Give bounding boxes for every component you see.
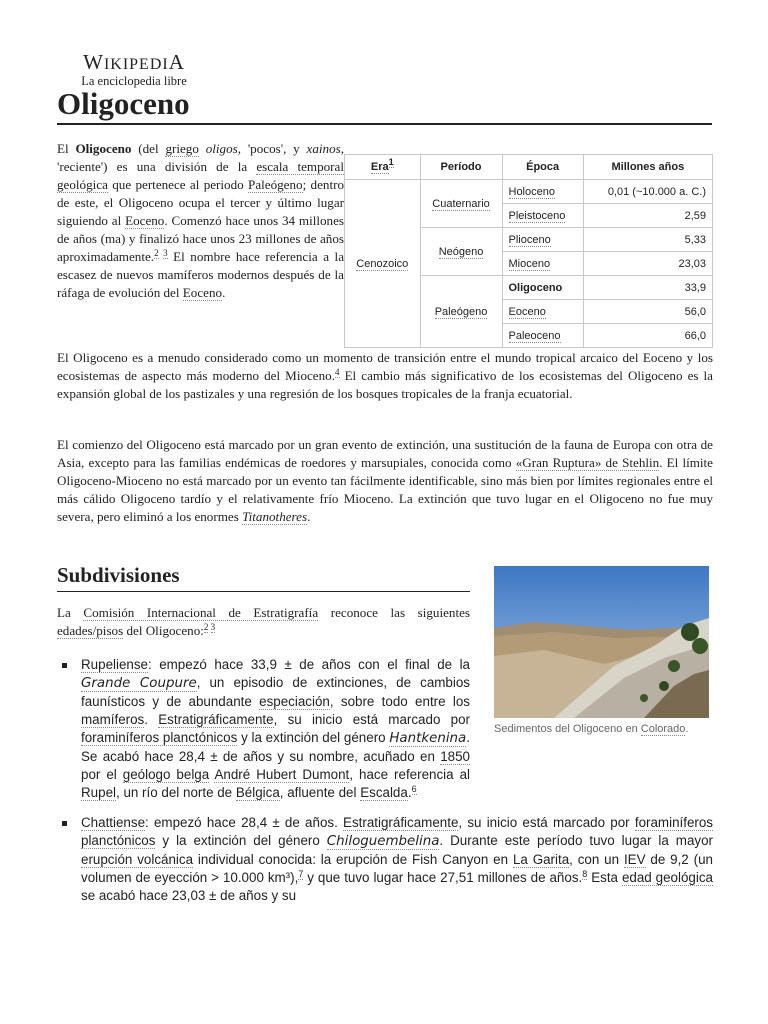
bold-term: Oligoceno [75,141,132,156]
header-era [345,155,421,180]
ma-cell: 0,01 (~10.000 a. C.) [583,180,712,204]
text: y la extinción del género [155,833,327,848]
wikipedia-logo[interactable] [74,50,194,89]
period-cell [420,180,502,228]
text: El nombre hace referencia a la escasez de nuevos mamíferos modernos después de la ráfaga de evolución del [57,249,345,300]
text: , 'reciente') es una división de la [57,141,344,174]
italic-term: oligos [205,141,238,156]
text: , 'pocos', y [237,141,307,156]
text: . Durante este período tuvo lugar la mayor [439,833,713,848]
ref-2[interactable]: 2 [203,621,209,632]
section-heading-subdivisiones: Subdivisiones [57,562,470,592]
text: El comienzo del Oligoceno está marcado por un gran evento de extinción, una sustitución de la fauna de Europa con otra de Asia, excepto para las familias endémicas de roedores y marsupiales, conocida como [57,437,713,470]
text [199,141,206,156]
epoch-link[interactable]: Pleistoceno [508,209,566,222]
link-escalda[interactable]: Escalda [360,785,408,800]
text: Esta [587,870,622,885]
header-epoca: Época [502,155,583,180]
text: : empezó hace 33,9 ± de años con el final de la [148,657,470,672]
ma-cell: 66,0 [583,324,712,348]
header-era-link[interactable]: Era [370,161,389,173]
link-estratigraficamente[interactable]: Estratigráficamente [158,712,274,727]
epoch-link[interactable]: Plioceno [508,233,551,246]
text: El [57,141,76,156]
ref-3[interactable]: 3 [210,621,216,632]
period-link[interactable]: Paleógeno [434,305,488,318]
epoch-link[interactable]: Paleoceno [508,329,561,342]
link-titanotheres[interactable]: Titanotheres [242,509,308,524]
paragraph-extincion [57,436,713,526]
text: : empezó hace 28,4 ± de años. [145,815,344,830]
ma-cell: 23,03 [583,252,712,276]
epoch-link[interactable]: Eoceno [508,305,546,318]
link-foraminiferos[interactable]: foraminíferos planctónicos [81,730,238,745]
text: se acabó hace 23,03 ± de años y su [81,888,297,903]
epoch-cell [502,228,583,252]
link-eoceno[interactable]: Eoceno [125,213,165,228]
geologic-time-table [344,154,713,348]
header-periodo: Período [420,155,502,180]
text: . Se acabó hace 28,4 ± de años y su nombre, acuñado en [81,730,470,764]
link-escala-temporal[interactable]: escala temporal geológica [57,159,344,192]
epoch-cell [502,204,583,228]
ref-3[interactable]: 3 [163,247,168,258]
link-iev[interactable]: IEV [623,852,646,867]
text: . [685,723,689,735]
logo-wordmark: WIKIPEDIA [83,50,185,74]
text: . [407,785,412,800]
era-cell [345,180,421,348]
text: individual conocida: la erupción de Fish Canyon en [193,852,513,867]
era-link[interactable]: Cenozoico [356,257,409,270]
link-rupel[interactable]: Rupel [81,785,116,800]
text: Sedimentos del Oligoceno en [494,723,641,735]
epoch-cell [502,180,583,204]
logo-tagline: La enciclopedia libre [81,74,187,88]
ref-8[interactable]: 8 [582,868,588,879]
text: y que tuvo lugar hace 27,51 millones de años. [303,870,583,885]
text: que pertenece al periodo [107,177,249,192]
subdivisiones-intro [57,604,470,640]
ref-7[interactable]: 7 [298,868,304,879]
link-hantkenina[interactable]: Hantkenina [389,731,467,746]
link-erupcion-volcanica[interactable]: erupción volcánica [81,852,194,867]
link-eoceno-2[interactable]: Eoceno [182,285,223,300]
epoch-link[interactable]: Holoceno [508,185,555,198]
text: La [57,605,84,620]
text: por el [81,767,123,782]
text: del Oligoceno: [123,623,204,638]
link-comision[interactable]: Comisión Internacional de Estratigrafía [83,605,319,620]
list-item-chattiense [57,814,713,905]
text: reconoce las siguientes [318,605,470,620]
link-estratigraficamente-2[interactable]: Estratigráficamente [343,815,459,830]
italic-term: xainos [306,141,341,156]
text: . [307,509,311,524]
intro-paragraph [57,140,344,302]
text: El cambio más significativo de los ecosistemas del Oligoceno es la expansión global de los pastizales y una regresión de los bosques tropicales de la franja ecuatorial. [57,368,713,401]
link-especiacion[interactable]: especiación [259,694,330,709]
subdivisions-list [57,656,713,905]
link-griego[interactable]: griego [165,141,199,156]
ref-4[interactable]: 4 [335,366,340,377]
text: , su inicio está marcado por [458,815,635,830]
paragraph-transicion [57,349,713,403]
link-grande-coupure[interactable]: Grande Coupure [81,676,197,691]
text: , con un [569,852,624,867]
link-foraminiferos-2[interactable]: foraminíferos planctónicos [81,815,713,848]
link-belgica[interactable]: Bélgica [235,785,280,800]
link-1850[interactable]: 1850 [440,749,470,764]
link-la-garita[interactable]: La Garita [512,852,570,867]
link-edad-geologica[interactable]: edad geológica [621,870,713,885]
epoch-cell [502,300,583,324]
period-link[interactable]: Neógeno [438,245,484,258]
text: (del [131,141,166,156]
ma-cell: 56,0 [583,300,712,324]
link-dumont[interactable]: André Hubert Dumont [214,767,350,782]
period-link[interactable]: Cuaternario [432,197,490,210]
text: y la extinción del género [237,730,390,745]
text: de 9,2 (un volumen de eyección > 10.000 km³), [81,852,713,885]
link-edades-pisos[interactable]: edades/pisos [57,623,124,638]
period-cell [420,276,502,348]
text: El Oligoceno es a menudo considerado como un momento de transición entre el mundo tropical arcaico del Eoceno y los ecosistemas de aspecto más moderno del Mioceno. [57,350,713,383]
text: , un episodio de extinciones, de cambios faunísticos y de abundante [81,675,470,709]
ref-2[interactable]: 2 [154,247,159,258]
ma-cell: 2,59 [583,204,712,228]
epoch-link[interactable]: Mioceno [508,257,551,270]
text: , su inicio está marcado por [273,712,470,727]
text: . [222,285,226,300]
text: , sobre todo entre los [329,694,470,709]
list-item-rupeliense [57,656,470,802]
text: , un río del norte de [116,785,236,800]
ref-1[interactable]: 1 [388,157,394,168]
text: , afluente del [279,785,361,800]
text: ; dentro de este, el Oligoceno ocupa el tercer y último lugar siguiendo al [57,177,344,228]
link-chattiense[interactable]: Chattiense [81,815,146,830]
epoch-cell [502,252,583,276]
link-rupeliense[interactable]: Rupeliense [81,657,148,672]
link-colorado[interactable]: Colorado [640,723,686,735]
ma-cell: 33,9 [583,276,712,300]
link-chiloguembelina[interactable]: Chiloguembelina [326,834,440,849]
text: , hace referencia al [349,767,470,782]
period-cell [420,228,502,276]
page-title: Oligoceno [57,86,712,125]
ma-cell: 5,33 [583,228,712,252]
text: . [144,712,159,727]
epoch-current: Oligoceno [508,281,563,294]
ref-6[interactable]: 6 [411,783,417,794]
header-millones: Millones años [583,155,712,180]
link-mamiferos[interactable]: mamíferos [81,712,145,727]
link-geologo-belga[interactable]: geólogo belga [122,767,210,782]
text: . Comenzó hace unos 34 millones de años (ma) y finalizó hace unos 23 millones de años aproximadamente. [57,213,345,264]
link-paleogeno[interactable]: Paleógeno [248,177,303,192]
epoch-cell-current [502,276,583,300]
epoch-cell [502,324,583,348]
link-gran-ruptura[interactable]: «Gran Ruptura» de Stehlin [515,455,660,470]
text: . El límite Oligoceno-Mioceno no está marcado por un evento tan fácilmente identificable, sino más bien por límites regionales entre el más cálido Oligoceno tardío y el relativamente frío Mioceno. La extinción que tuvo lugar en el Oligoceno no fue muy severa, pero eliminó a los enormes [57,455,713,524]
